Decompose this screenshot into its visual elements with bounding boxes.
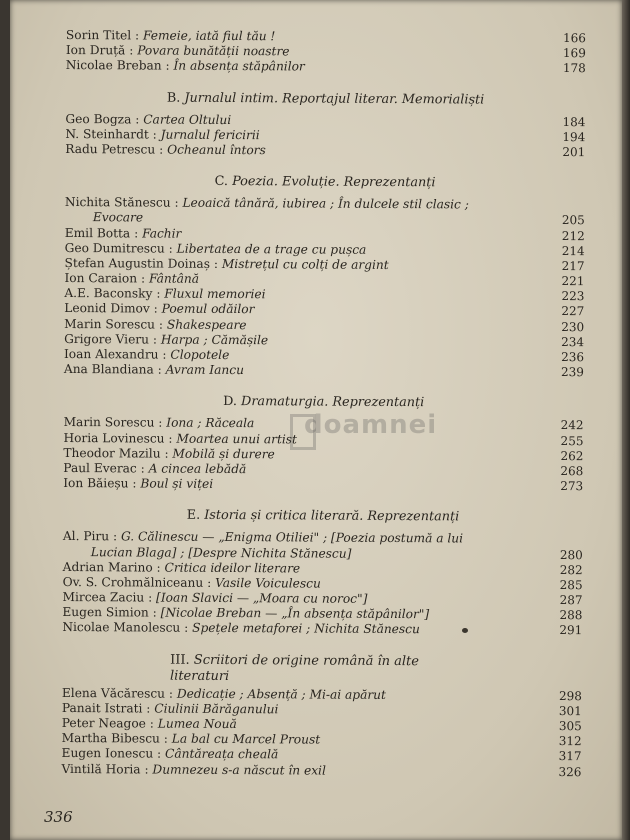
entry-author: Geo Dumitrescu (64, 240, 165, 256)
toc-entry-text (63, 461, 246, 477)
toc-entry-text (64, 415, 255, 431)
section-title: Dramaturgia. Reprezentanți (241, 394, 425, 411)
entry-page-number: 326 (558, 764, 582, 779)
section-letter: D. (223, 394, 238, 410)
entry-work-title: A cincea lebădă (148, 461, 247, 477)
entry-separator: : (144, 590, 157, 605)
section-title: Jurnalul intim. Reportajul literar. Memorialiști (184, 90, 485, 108)
entry-work-title: Mistrețul cu colți de argint (221, 256, 389, 272)
entry-separator: : (140, 762, 153, 777)
entry-author: Ion Băieșu (63, 476, 129, 491)
entry-separator: : (154, 415, 167, 430)
entry-page-number: 280 (559, 547, 583, 562)
toc-entry-text (65, 142, 266, 158)
page-number: 336 (44, 808, 73, 826)
entry-work-title: În absența stăpânilor (173, 59, 305, 74)
entry-page-number: 230 (561, 319, 585, 334)
part-heading (62, 652, 582, 687)
entry-separator: : (180, 621, 193, 636)
part-numeral: III. (170, 652, 190, 668)
entry-work-title: Ocheanul întors (167, 142, 266, 158)
entry-separator: : (125, 43, 138, 58)
entry-separator: : (164, 431, 177, 446)
entry-separator: : (149, 301, 162, 317)
toc-entry-text (62, 701, 279, 718)
entry-author: Radu Petrescu (65, 141, 156, 157)
entry-page-number: 268 (560, 463, 584, 479)
entry-page-number: 285 (559, 577, 583, 593)
entry-separator: : (159, 731, 172, 746)
entry-work-title: Leoaică tânără, iubirea ; În dulcele stil clasic ; (182, 195, 469, 212)
entry-page-number: 221 (561, 274, 585, 289)
toc-entry-text (61, 762, 326, 779)
entry-work-title: Harpa ; Cămășile (160, 332, 269, 348)
section-heading (63, 505, 583, 528)
part-title-line2: literaturi (169, 668, 230, 684)
entry-work-title: Povara bunătății noastre (137, 43, 290, 59)
entry-page-number: 288 (559, 608, 583, 623)
entry-work-title: Lumea Nouă (157, 716, 237, 732)
entry-author: Ion Druță (65, 43, 126, 58)
entry-author: Ștefan Augustin Doinaș (64, 255, 211, 271)
entry-work-title: Fluxul memoriei (164, 286, 266, 302)
entry-separator: : (153, 362, 166, 377)
entry-separator: : (148, 127, 161, 142)
toc-entry-text (64, 317, 246, 333)
entry-author: Ioan Alexandru (63, 346, 159, 362)
entry-page-number: 236 (561, 350, 585, 365)
entry-work-title: Ciulinii Bărăganului (154, 701, 279, 717)
entry-page-number: 305 (558, 719, 582, 734)
entry-work-title: Fachir (142, 225, 182, 241)
entry-work-title: Iona ; Răceala (166, 415, 255, 431)
entry-work-title: [Ioan Slavici — „Moara cu noroc"] (156, 590, 368, 606)
entry-page-number: 194 (562, 129, 586, 144)
entry-author: Mircea Zaciu (62, 590, 145, 605)
toc-entry (64, 362, 584, 380)
toc-entry-text (66, 58, 305, 75)
ink-smudge (462, 628, 468, 633)
toc-entry (65, 142, 585, 160)
entry-work-title: Evocare (92, 210, 144, 225)
entry-page-number: 312 (558, 734, 582, 749)
entry-page-number: 184 (562, 114, 586, 129)
watermark (304, 410, 438, 450)
section-heading (65, 171, 585, 194)
entry-author: Marin Sorescu (63, 415, 155, 430)
toc-entry-text (63, 446, 274, 462)
toc-entry (61, 762, 581, 780)
entry-separator: : (128, 476, 141, 491)
entry-work-title: Clopotele (170, 347, 230, 363)
toc-entry-text (62, 620, 420, 637)
entry-page-number: 242 (560, 418, 584, 433)
entry-page-number: 282 (559, 562, 583, 577)
entry-work-title: Lucian Blaga] ; [Despre Nichita Stănescu] (90, 544, 352, 561)
entry-separator: : (131, 28, 144, 43)
toc-entry-text (65, 225, 182, 241)
toc-entry-text (91, 545, 352, 562)
entry-page-number: 214 (561, 243, 585, 258)
entry-work-title: Dedicație ; Absență ; Mi-ai apărut (176, 686, 386, 702)
entry-author: Paul Everac (63, 460, 137, 476)
entry-page-number: 212 (561, 228, 585, 243)
entry-author: Emil Botta (64, 225, 131, 240)
part-title-line1: Scriitori de origine română în alte (193, 652, 420, 669)
entry-author: Leonid Dimov (64, 301, 150, 316)
section-title: Istoria și critica literară. Reprezentanți (204, 508, 460, 525)
watermark-text: doamnei (304, 410, 438, 440)
entry-work-title: Shakespeare (166, 317, 247, 332)
section-letter: C. (214, 174, 229, 190)
entry-work-title: Critica ideilor literare (164, 560, 301, 576)
entry-separator: : (170, 195, 183, 210)
entry-work-title: Avram Iancu (165, 362, 244, 378)
entry-page-number: 166 (562, 31, 586, 46)
entry-separator: : (148, 605, 161, 620)
section-title: Poezia. Evoluție. Reprezentanți (232, 174, 436, 191)
entry-separator: : (148, 332, 161, 347)
entry-separator: : (165, 686, 177, 701)
entry-work-title: Spețele metaforei ; Nichita Stănescu (192, 621, 420, 637)
entry-work-title: Boul și viței (140, 476, 214, 492)
toc-entry-text (62, 731, 321, 748)
toc-entry-text (64, 286, 265, 302)
table-of-contents (61, 28, 586, 780)
entry-page-number: 201 (562, 144, 586, 160)
section-letter: B. (166, 90, 181, 106)
entry-separator: : (145, 716, 158, 731)
entry-work-title: Jurnalul fericirii (160, 127, 260, 142)
toc-entry (62, 620, 582, 638)
entry-page-number: 273 (560, 479, 584, 494)
entry-author: N. Steinhardt (65, 126, 149, 142)
entry-work-title: Cartea Oltului (143, 112, 232, 127)
entry-author: Grigore Vieru (64, 331, 150, 347)
entry-author: A.E. Baconsky (64, 286, 153, 301)
entry-author: Nicolae Breban (65, 58, 162, 73)
entry-separator: : (152, 560, 165, 575)
entry-separator: : (164, 241, 177, 256)
entry-work-title: Cântăreața cheală (165, 746, 279, 762)
toc-entry-text (65, 127, 259, 143)
toc-entry-text (63, 560, 301, 577)
entry-author: Nicolae Manolescu (62, 620, 181, 636)
entry-work-title: Fântână (148, 271, 200, 286)
entry-author: Peter Neagoe (61, 715, 146, 731)
toc-entry-text (66, 28, 275, 44)
entry-work-title: Moartea unui artist (176, 431, 297, 446)
entry-page-number: 255 (560, 433, 584, 448)
entry-separator: : (209, 256, 222, 271)
entry-page-number: 298 (558, 688, 582, 703)
entry-work-title: La bal cu Marcel Proust (171, 731, 321, 747)
entry-author: Panait Istrati (61, 700, 143, 716)
entry-work-title: Femeie, iată fiul tău ! (142, 28, 276, 44)
entry-author: Nichita Stănescu (64, 195, 171, 210)
toc-entry (63, 476, 583, 494)
entry-work-title: Libertatea de a trage cu pușca (176, 241, 367, 257)
entry-page-number: 205 (561, 213, 585, 228)
entry-page-number: 287 (559, 593, 583, 608)
entry-author: Al. Piru (62, 529, 110, 544)
toc-entry-text (64, 332, 268, 348)
section-heading (66, 88, 586, 111)
entry-work-title: Dumnezeu s-a născut în exil (152, 762, 326, 778)
entry-separator: : (160, 446, 173, 461)
entry-page-number: 234 (561, 334, 585, 349)
entry-author: Adrian Marino (62, 559, 153, 575)
entry-author: Eugen Simion (62, 605, 149, 620)
toc-entry-text (64, 362, 244, 378)
entry-author: Eugen Ionescu (61, 746, 154, 761)
entry-author: Horia Lovinescu (63, 430, 165, 446)
entry-page-number: 301 (558, 703, 582, 718)
toc-entry-text (64, 271, 199, 287)
entry-work-title: G. Călinescu — „Enigma Otiliei" ; [Poezia postumă a lui (120, 529, 464, 546)
entry-separator: : (131, 111, 144, 127)
entry-separator: : (153, 746, 166, 761)
entry-page-number: 239 (560, 365, 584, 380)
entry-separator: : (142, 701, 155, 716)
toc-entry-text (64, 347, 229, 363)
entry-author: Elena Văcărescu (61, 685, 166, 701)
entry-separator: : (130, 225, 143, 240)
entry-page-number: 178 (562, 61, 586, 76)
toc-entry-text (62, 746, 279, 763)
entry-author: Marin Sorescu (64, 316, 156, 332)
entry-author: Ov. S. Crohmălniceanu (62, 574, 204, 590)
entry-separator: : (137, 271, 150, 286)
entry-separator: : (109, 529, 122, 544)
entry-author: Geo Bogza (65, 111, 132, 126)
entry-work-title: Poemul odăilor (161, 302, 255, 317)
entry-author: Sorin Titel (65, 28, 132, 43)
toc-entry-text (64, 301, 254, 317)
book-page (10, 0, 622, 840)
entry-page-number: 223 (561, 289, 585, 304)
toc-entry-text (62, 716, 237, 732)
entry-page-number: 169 (562, 46, 586, 61)
entry-author: Ana Blandiana (63, 362, 154, 377)
toc-entry-text (65, 112, 231, 128)
toc-entry-text (63, 476, 213, 492)
section-letter: E. (186, 508, 201, 524)
entry-separator: : (203, 575, 216, 590)
toc-entry-text (63, 575, 321, 592)
entry-separator: : (158, 347, 171, 362)
entry-work-title: Vasile Voiculescu (215, 575, 321, 591)
entry-page-number: 262 (560, 448, 584, 463)
entry-separator: : (161, 58, 174, 74)
entry-author: Ion Caraion (64, 271, 138, 286)
entry-author: Vintilă Horia (61, 761, 141, 777)
entry-separator: : (152, 286, 165, 301)
watermark-logo-icon (290, 414, 316, 450)
entry-author: Martha Bibescu (61, 731, 160, 746)
entry-author: Theodor Mazilu (63, 445, 161, 461)
entry-page-number: 317 (558, 749, 582, 764)
toc-entry-text (63, 431, 297, 448)
entry-separator: : (155, 317, 167, 332)
entry-page-number: 291 (559, 623, 583, 638)
entry-work-title: Mobilă și durere (172, 446, 275, 462)
toc-entry-text (93, 210, 143, 226)
entry-page-number: 227 (561, 304, 585, 319)
toc-entry (66, 58, 586, 76)
entry-separator: : (155, 142, 168, 157)
book-binding-edge (622, 0, 630, 840)
entry-work-title: [Nicolae Breban — „În absența stăpânilor"] (160, 605, 430, 622)
entry-separator: : (136, 461, 149, 476)
entry-page-number: 217 (561, 258, 585, 274)
